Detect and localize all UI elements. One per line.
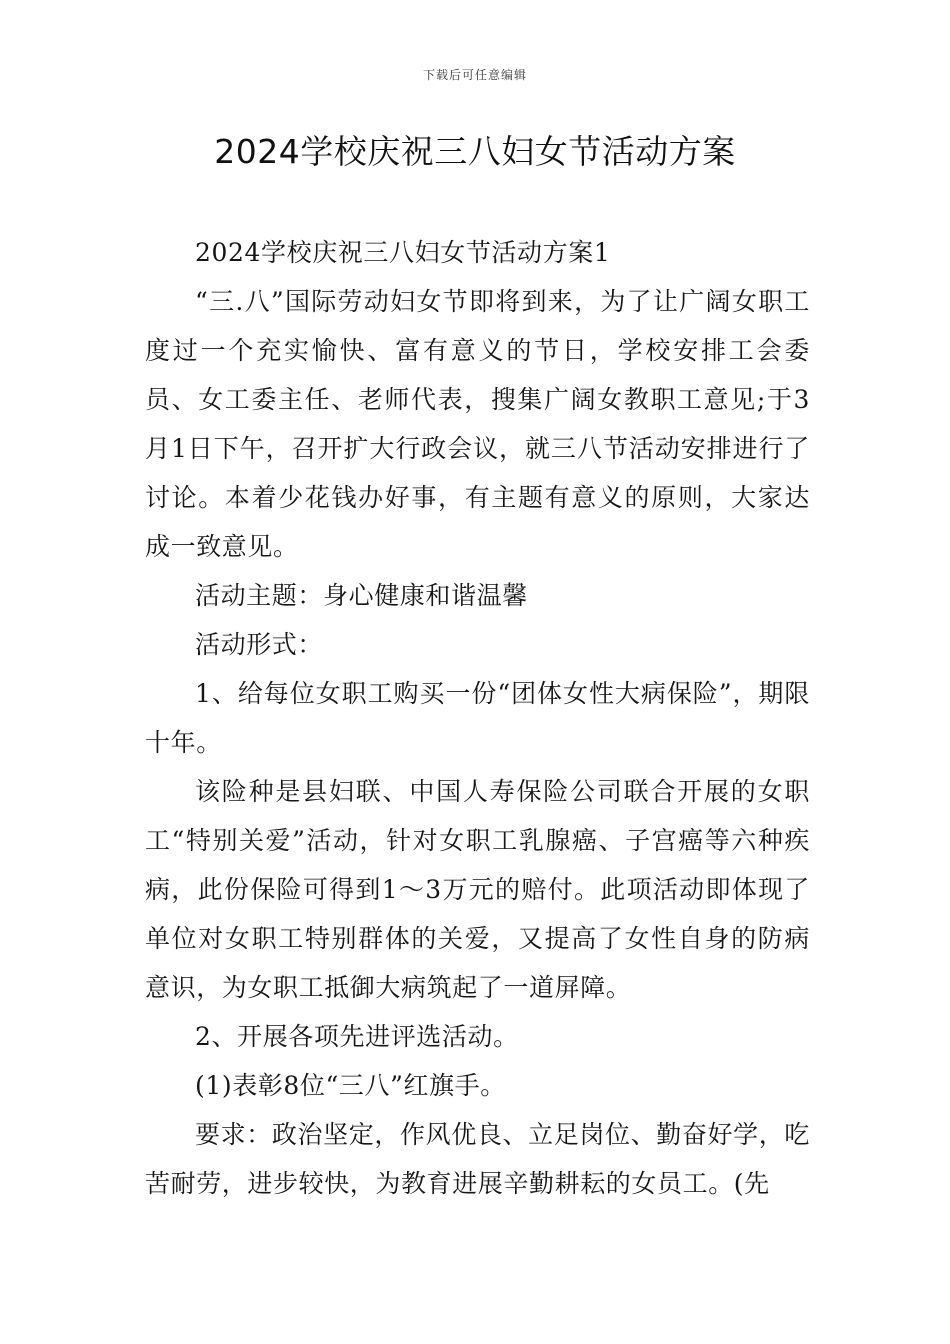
paragraph-requirements: 要求：政治坚定，作风优良、立足岗位、勤奋好学，吃苦耐劳，进步较快，为教育进展辛勤耕耘的女员工。(先	[145, 1120, 810, 1198]
paragraph-item-2: 2、开展各项先进评选活动。	[195, 1022, 519, 1051]
paragraph-intro: “三.八”国际劳动妇女节即将到来，为了让广阔女职工度过一个充实愉快、富有意义的节日，学校安排工会委员、女工委主任、老师代表，搜集广阔女教职工意见;于3月1日下午，召开扩大行政会议，就三八节活动安排进行了讨论。本着少花钱办好事，有主题有意义的原则，大家达成一致意见。	[145, 287, 810, 561]
paragraph-item-1: 1、给每位女职工购买一份“团体女性大病保险”，期限十年。	[145, 679, 810, 757]
paragraph-subtitle: 2024学校庆祝三八妇女节活动方案1	[195, 238, 611, 267]
paragraph-insurance-detail: 该险种是县妇联、中国人寿保险公司联合开展的女职工“特别关爱”活动，针对女职工乳腺癌、子宫癌等六种疾病，此份保险可得到1～3万元的赔付。此项活动即体现了单位对女职工特别群体的关爱，又提高了女性自身的防病意识，为女职工抵御大病筑起了一道屏障。	[145, 777, 810, 1002]
document-body	[145, 228, 810, 1208]
document-title: 2024学校庆祝三八妇女节活动方案	[214, 132, 736, 171]
header-note: 下载后可任意编辑	[422, 68, 527, 82]
paragraph-theme: 活动主题：身心健康和谐温馨	[195, 581, 528, 610]
paragraph-subitem-1: (1)表彰8位“三八”红旗手。	[195, 1071, 506, 1100]
paragraph-format-heading: 活动形式：	[195, 630, 324, 659]
